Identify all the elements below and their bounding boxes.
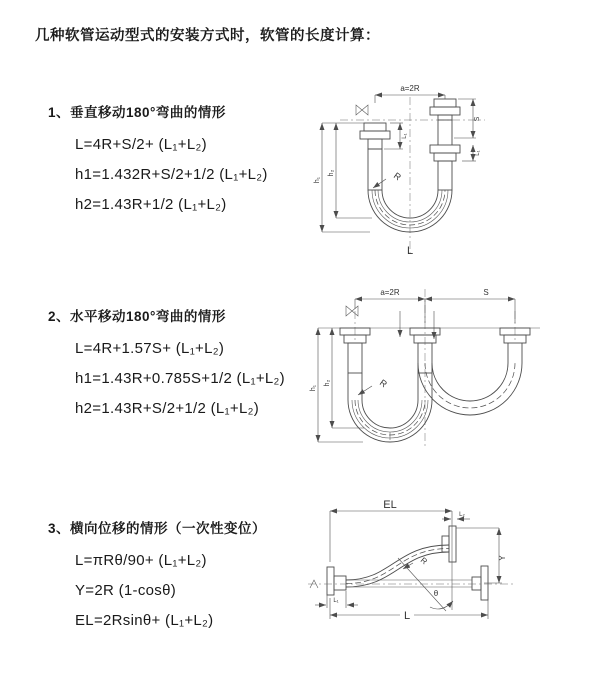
formula-h1: h1=1.432R+S/2+1/2 (L₁+L₂) [75, 166, 268, 183]
section-1-heading: 1、垂直移动180°弯曲的情形 [48, 105, 226, 120]
formula-length: L=πRθ/90+ (L₁+L₂) [75, 552, 207, 569]
diagram-vertical-180-bend [310, 75, 600, 260]
dim-label-s: S [483, 288, 489, 297]
section-horizontal-180 [48, 305, 285, 424]
formula-h2: h2=1.43R+1/2 (L₁+L₂) [75, 196, 227, 213]
dim-label-h1: h₁ [314, 176, 321, 184]
formula-h2: h2=1.43R+S/2+1/2 (L₁+L₂) [75, 400, 260, 417]
dim-label-s: S [474, 116, 481, 122]
left-fitting [360, 123, 390, 190]
dimension-l2 [442, 512, 470, 519]
diagram-horizontal-180-bend [308, 283, 600, 455]
dim-label-r: R [418, 555, 429, 567]
dim-label-width: a=2R [400, 84, 420, 93]
braided-hose-section [348, 343, 362, 373]
dim-label-l1: L₁ [333, 598, 339, 604]
hose-u-bend-position-1 [348, 400, 432, 442]
dim-label-l1: L₁ [475, 150, 481, 156]
dimension-l1-left [384, 123, 408, 149]
formula-h1: h1=1.43R+0.785S+1/2 (L₁+L₂) [75, 370, 285, 387]
valve-icon [356, 105, 368, 115]
dimension-y [456, 528, 507, 583]
dim-label-el: EL [383, 499, 397, 511]
right-fitting [430, 99, 460, 190]
dimension-h2 [328, 123, 372, 218]
dimension-el [330, 499, 452, 562]
dimension-l [330, 598, 488, 622]
section-3-heading: 3、横向位移的情形（一次性变位） [48, 521, 267, 536]
dim-label-l2: L₂ [459, 512, 465, 518]
dim-label-h2: h₂ [324, 379, 331, 387]
formula-length: L=4R+1.57S+ (L₁+L₂) [75, 340, 225, 357]
section-lateral-displacement [48, 517, 266, 636]
braided-hose-section [438, 161, 452, 190]
section-vertical-180 [48, 101, 268, 220]
hose-s-curve [346, 545, 449, 587]
section-2-heading: 2、水平移动180°弯曲的情形 [48, 309, 226, 324]
hose-u-bend-position-2 [418, 363, 522, 415]
diagram-lateral-displacement [300, 498, 600, 646]
dimension-a-2r [355, 288, 425, 299]
formula-y: Y=2R (1-cosθ) [75, 582, 177, 599]
radius-callout [373, 170, 403, 188]
dimension-h1 [310, 328, 363, 442]
valve-icon [346, 306, 358, 316]
dimension-l1-right [462, 145, 481, 161]
dim-label-length: L [406, 245, 414, 257]
angle-construction [398, 524, 453, 611]
dim-label-h1: h₁ [310, 384, 317, 392]
page-title: 几种软管运动型式的安装方式时，软管的长度计算： [35, 28, 380, 44]
left-flange [327, 567, 346, 595]
dim-label-length: L [403, 610, 411, 622]
formula-el: EL=2Rsinθ+ (L₁+L₂) [75, 612, 214, 629]
dimension-s [454, 99, 481, 138]
dim-label-y: Y [498, 555, 507, 561]
dimension-s [355, 288, 515, 323]
dim-label-width: a=2R [380, 288, 400, 297]
dimension-l1 [315, 591, 358, 608]
dim-label-r: R [377, 377, 389, 390]
dim-label-r: R [391, 170, 403, 183]
radius-callout [358, 377, 389, 395]
dim-label-l1: L₁ [402, 133, 408, 139]
dim-label-h2: h₂ [328, 169, 335, 177]
radius-callout [403, 556, 429, 569]
braided-hose-section [368, 149, 382, 190]
dim-label-theta: θ [433, 589, 439, 598]
formula-length: L=4R+S/2+ (L₁+L₂) [75, 136, 207, 153]
upper-flange [442, 526, 456, 562]
